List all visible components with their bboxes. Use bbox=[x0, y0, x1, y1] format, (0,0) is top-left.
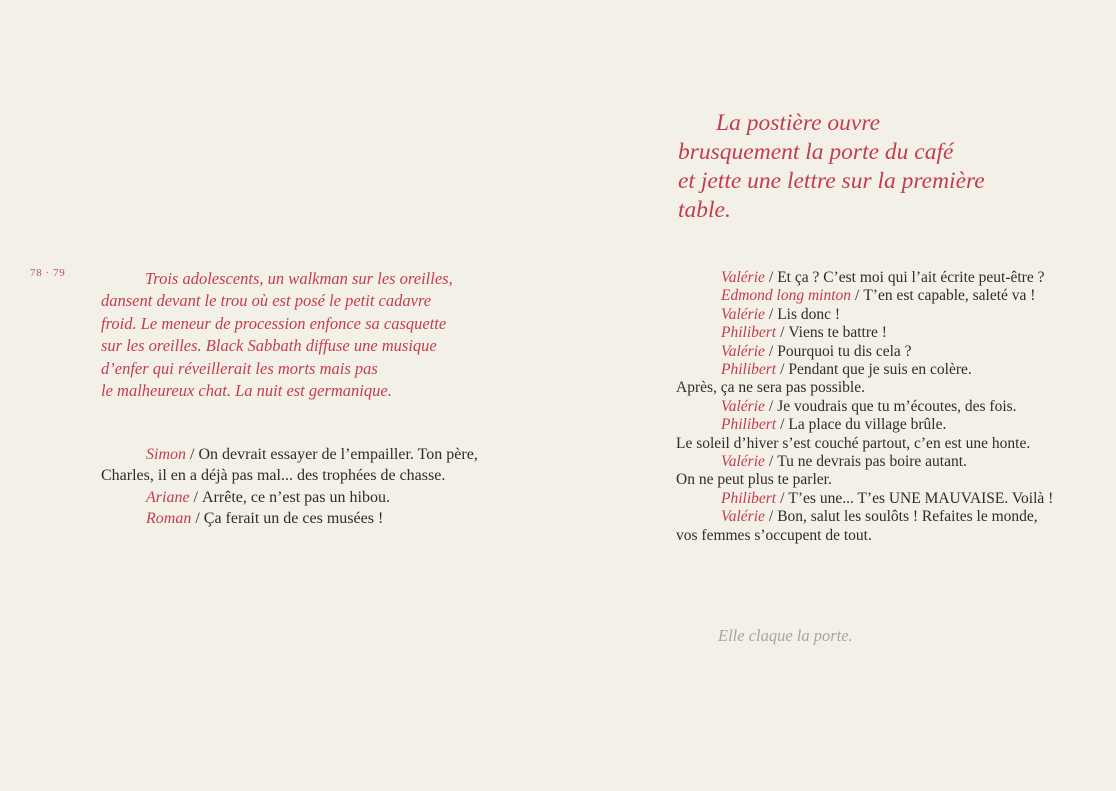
speaker-name: Simon bbox=[146, 446, 186, 463]
text-line: Trois adolescents, un walkman sur les oreilles, bbox=[145, 269, 453, 288]
dialogue-line bbox=[676, 287, 1053, 305]
dialogue-line bbox=[676, 527, 1053, 545]
text-line: froid. Le meneur de procession enfonce sa casquette bbox=[101, 313, 447, 333]
dialogue-text: Pendant que je suis en colère. bbox=[788, 361, 972, 379]
dialogue-text: Après, ça ne sera pas possible. bbox=[676, 379, 865, 397]
dialogue-text: La place du village brûle. bbox=[788, 416, 947, 434]
dialogue-text: Bon, salut les soulôts ! Refaites le monde, bbox=[777, 508, 1038, 526]
exit-stage-direction: Elle claque la porte. bbox=[718, 626, 853, 645]
dialogue-text: Tu ne devrais pas boire autant. bbox=[777, 453, 967, 471]
speaker-separator: / bbox=[855, 287, 860, 305]
dialogue-block bbox=[676, 269, 1053, 545]
dialogue-text: Et ça ? C’est moi qui l’ait écrite peut-être ? bbox=[777, 269, 1045, 286]
dialogue-text: Charles, il en a déjà pas mal... des trophées de chasse. bbox=[101, 467, 446, 485]
dialogue-block bbox=[101, 444, 478, 530]
dialogue-text: Pourquoi tu dis cela ? bbox=[777, 342, 912, 360]
scene-heading bbox=[678, 109, 985, 225]
speaker-separator: / bbox=[780, 416, 785, 434]
dialogue-line bbox=[676, 453, 1053, 471]
text-line: table. bbox=[678, 197, 731, 223]
speaker-name: Philibert bbox=[721, 324, 777, 342]
speaker-separator: / bbox=[768, 453, 774, 471]
dialogue-text: Arrête, ce n’est pas un hibou. bbox=[202, 488, 390, 506]
dialogue-line bbox=[676, 471, 1053, 489]
speaker-name: Ariane bbox=[146, 488, 190, 506]
dialogue-text: T’en est capable, saleté va ! bbox=[863, 287, 1036, 305]
dialogue-line bbox=[676, 379, 1053, 397]
dialogue-line bbox=[101, 508, 478, 529]
page-folio: 78 · 79 bbox=[30, 267, 66, 279]
speaker-separator: / bbox=[768, 397, 774, 415]
text-line: brusquement la porte du café bbox=[678, 139, 954, 165]
text-line: sur les oreilles. Black Sabbath diffuse une musique bbox=[101, 336, 437, 356]
dialogue-line bbox=[676, 361, 1053, 379]
speaker-separator: / bbox=[780, 324, 785, 342]
dialogue-line bbox=[676, 324, 1053, 342]
speaker-name: Valérie bbox=[721, 305, 765, 323]
dialogue-line bbox=[676, 435, 1053, 453]
dialogue-text: vos femmes s’occupent de tout. bbox=[676, 526, 872, 544]
speaker-separator: / bbox=[190, 446, 195, 463]
speaker-name: Valérie bbox=[721, 269, 765, 286]
dialogue-text: Le soleil d’hiver s’est couché partout, c’en est une honte. bbox=[676, 434, 1031, 452]
dialogue-text: T’es une... T’es UNE MAUVAISE. Voilà ! bbox=[788, 489, 1054, 507]
speaker-name: Valérie bbox=[721, 453, 765, 471]
speaker-separator: / bbox=[195, 510, 200, 528]
dialogue-line bbox=[676, 508, 1053, 526]
speaker-name: Valérie bbox=[721, 397, 765, 415]
dialogue-line bbox=[101, 444, 478, 465]
speaker-name: Philibert bbox=[721, 489, 777, 507]
text-line: La postière ouvre bbox=[716, 110, 881, 136]
dialogue-text: Ça ferait un de ces musées ! bbox=[203, 510, 384, 528]
text-line: le malheureux chat. La nuit est germanique. bbox=[101, 381, 392, 401]
text-line: d’enfer qui réveillerait les morts mais pas bbox=[101, 358, 378, 378]
speaker-separator: / bbox=[780, 361, 785, 379]
text-line: et jette une lettre sur la première bbox=[678, 168, 985, 194]
speaker-separator: / bbox=[780, 489, 785, 507]
dialogue-line bbox=[676, 306, 1053, 324]
speaker-separator: / bbox=[768, 269, 774, 286]
dialogue-line bbox=[676, 416, 1053, 434]
speaker-name: Philibert bbox=[721, 361, 777, 379]
dialogue-line bbox=[676, 343, 1053, 361]
speaker-name: Valérie bbox=[721, 342, 765, 360]
speaker-name: Roman bbox=[146, 510, 192, 528]
dialogue-line bbox=[676, 398, 1053, 416]
speaker-separator: / bbox=[768, 342, 774, 360]
speaker-separator: / bbox=[768, 305, 774, 323]
text-line: dansent devant le trou où est posé le petit cadavre bbox=[101, 291, 432, 311]
dialogue-text: Lis donc ! bbox=[777, 305, 841, 323]
dialogue-text: Viens te battre ! bbox=[788, 324, 887, 342]
stage-direction bbox=[101, 268, 453, 402]
speaker-separator: / bbox=[768, 508, 774, 526]
dialogue-text: On ne peut plus te parler. bbox=[676, 471, 832, 489]
dialogue-line bbox=[676, 269, 1053, 287]
dialogue-line bbox=[101, 465, 478, 486]
dialogue-line bbox=[101, 487, 478, 508]
speaker-name: Valérie bbox=[721, 508, 765, 526]
speaker-separator: / bbox=[193, 488, 198, 506]
dialogue-line bbox=[676, 490, 1053, 508]
dialogue-text: Je voudrais que tu m’écoutes, des fois. bbox=[777, 397, 1017, 415]
dialogue-text: On devrait essayer de l’empailler. Ton père, bbox=[198, 446, 478, 463]
speaker-name: Philibert bbox=[721, 416, 777, 434]
speaker-name: Edmond long minton bbox=[721, 287, 852, 305]
